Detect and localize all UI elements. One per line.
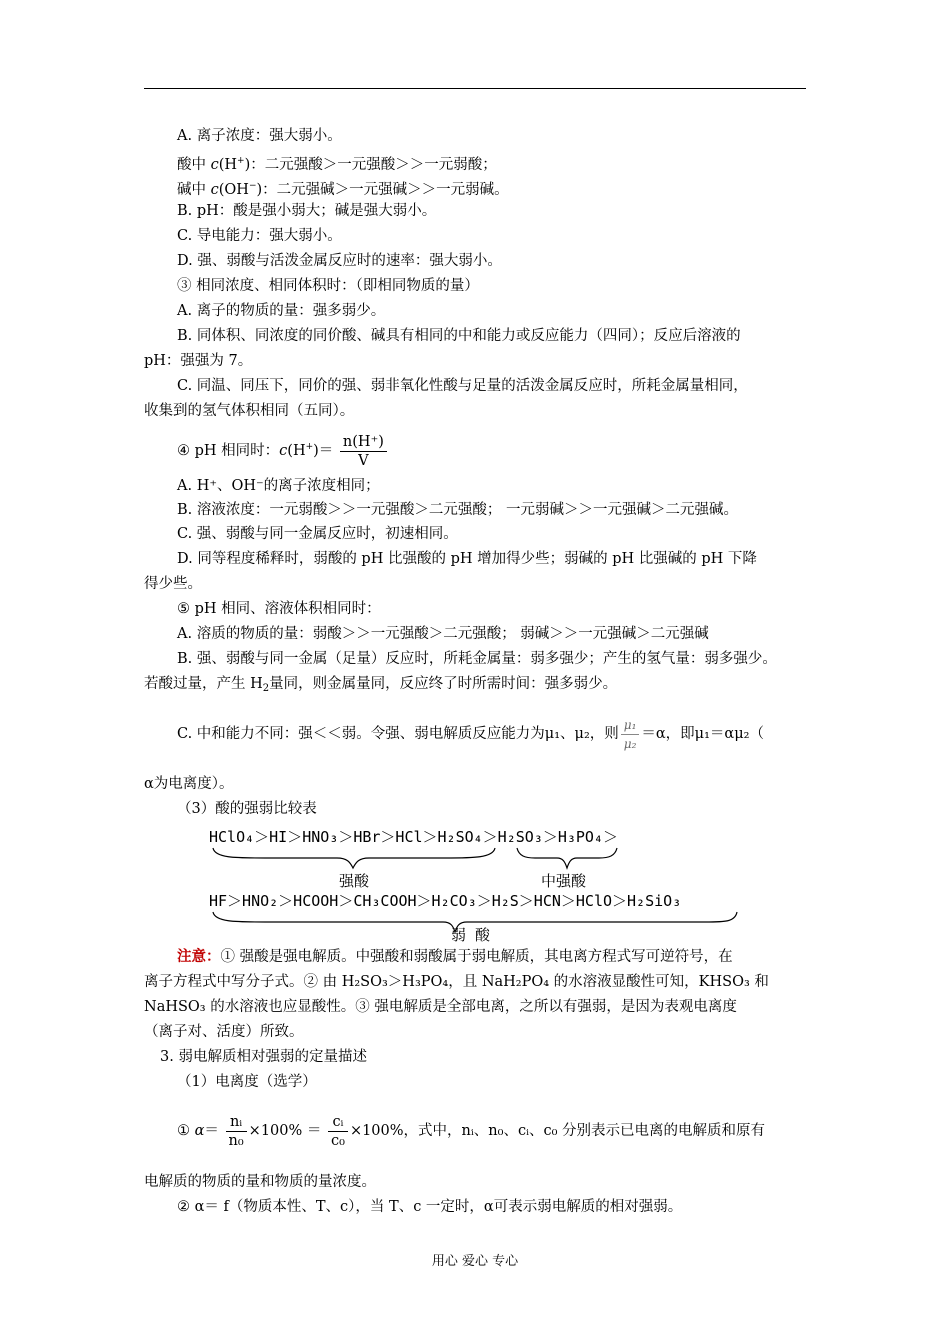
text-line: D. 强、弱酸与活泼金属反应时的速率：强大弱小。 [177,253,502,269]
text-line: B. 强、弱酸与同一金属（足量）反应时，所耗金属量：弱多强少；产生的氢气量：弱多强少。 [177,651,777,667]
text-line: 若酸过量，产生 $H_2$量同，则金属量同，反应终了时所需时间：强多弱少。 [144,676,618,694]
section-heading: 3. 弱电解质相对强弱的定量描述 [160,1049,367,1065]
text-line: 碱中 c(OH−)：二元强碱＞一元强碱＞＞一元弱碱。 [177,181,509,198]
strong-acids-row: HClO₄＞HI＞HNO₃＞HBr＞HCl＞H₂SO₄＞H₂SO₃＞H₃PO₄＞ [209,828,618,846]
note-line: （离子对、活度）所致。 [144,1024,304,1040]
mu-ratio-fraction: $\frac{\text{μ₁}}{\text{μ₂}}$ [621,716,640,753]
page-footer: 用心 爱心 专心 [431,1254,519,1269]
text-line: C. 同温、同压下，同价的强、弱非氧化性酸与足量的活泼金属反应时，所耗金属量相同， [177,378,748,394]
text-line: 得少些。 [144,576,202,592]
text-line: D. 同等程度稀释时，弱酸的 pH 比强酸的 pH 增加得少些；弱碱的 pH 比强碱的 pH 下降 [177,551,757,567]
note-line: 注意：① 强酸是强电解质。中强酸和弱酸属于弱电解质，其电离方程式写可逆符号，在 [177,948,733,965]
text-line: 收集到的氢气体积相同（五同）。 [144,403,355,419]
strong-acid-brace [213,848,495,868]
section-heading: （3）酸的强弱比较表 [177,801,317,817]
header-rule [144,88,806,89]
text-line: α为电离度）。 [144,776,234,792]
text-line: C. 导电能力：强大弱小。 [177,228,342,244]
ni-n0-fraction: $\frac{\text{nᵢ}}{\text{n₀}}$ [226,1113,247,1150]
note-line: NaHSO₃ 的水溶液也应显酸性。③ 强电解质是全部电离，之所以有强弱，是因为表观电离度 [144,999,737,1015]
note-line: 离子方程式中写分子式。② 由 H₂SO₃＞H₃PO₄，且 NaH₂PO₄ 的水溶液显酸性可知，KHSO₃ 和 [144,974,769,990]
ci-c0-fraction: $\frac{\text{cᵢ}}{\text{c₀}}$ [328,1113,348,1150]
medium-acid-label: 中强酸 [541,872,587,890]
text-line: B. pH：酸是强小弱大；碱是强大弱小。 [177,203,437,219]
text-line: ③ 相同浓度、相同体积时：（即相同物质的量） [177,278,479,294]
text-line: A. 离子浓度：强大弱小。 [177,128,342,144]
text-line: ④ pH 相同时：c(H+)＝ $\frac{n(H^+)}{V}$ [144,428,839,470]
text-line: 酸中 c(H+)：二元强酸＞一元强酸＞＞一元弱酸； [177,156,497,173]
weak-acids-row: HF＞HNO₂＞HCOOH＞CH₃COOH＞H₂CO₃＞H₂S＞HCN＞HClO＞H₂SiO₃ [209,892,682,910]
strong-acid-label: 强酸 [339,872,370,890]
text-line: 电解质的物质的量和物质的量浓度。 [144,1174,376,1190]
text-line: A. 溶质的物质的量：弱酸＞＞一元强酸＞二元强酸； 弱碱＞＞一元强碱＞二元强碱 [177,626,709,642]
medium-acid-brace [517,848,617,868]
text-line: C. 中和能力不同：强＜＜弱。令强、弱电解质反应能力为μ₁、μ₂，则 $\frac{\text{μ₁}}{\text{μ₂}}$ ＝α，即μ₁＝αμ₂（ [177,717,764,751]
weak-acid-label: 弱 酸 [451,926,491,944]
text-line: A. H⁺、OH⁻的离子浓度相同； [177,478,380,494]
text-line: C. 强、弱酸与同一金属反应时，初速相同。 [177,526,458,542]
text-line: A. 离子的物质的量：强多弱少。 [177,303,386,319]
formula-line: ① α＝ $\frac{\text{nᵢ}}{\text{n₀}}$ ×100% ＝ $\frac{\text{cᵢ}}{\text{c₀}}$ ×100%，式中，nᵢ、n₀、cᵢ、c₀ 分别表示已电离的电解质和原有 [177,1113,766,1149]
text-line: B. 溶液浓度：一元弱酸＞＞一元强酸＞二元强酸； 一元弱碱＞＞一元强碱＞二元强碱。 [177,502,738,518]
text-line: pH：强强为 7。 [144,353,253,369]
text-line: ⑤ pH 相同、溶液体积相同时： [177,601,381,617]
section-heading: （1）电离度（选学） [177,1074,317,1090]
concentration-fraction: $\frac{n(H^+)}{V}$ [340,433,387,470]
text-line: B. 同体积、同浓度的同价酸、碱具有相同的中和能力或反应能力（四同）；反应后溶液的 [177,328,741,344]
acid-strength-diagram [205,822,765,944]
text-line: ② α＝ f（物质本性、T、c），当 T、c 一定时，α可表示弱电解质的相对强弱。 [177,1199,683,1215]
